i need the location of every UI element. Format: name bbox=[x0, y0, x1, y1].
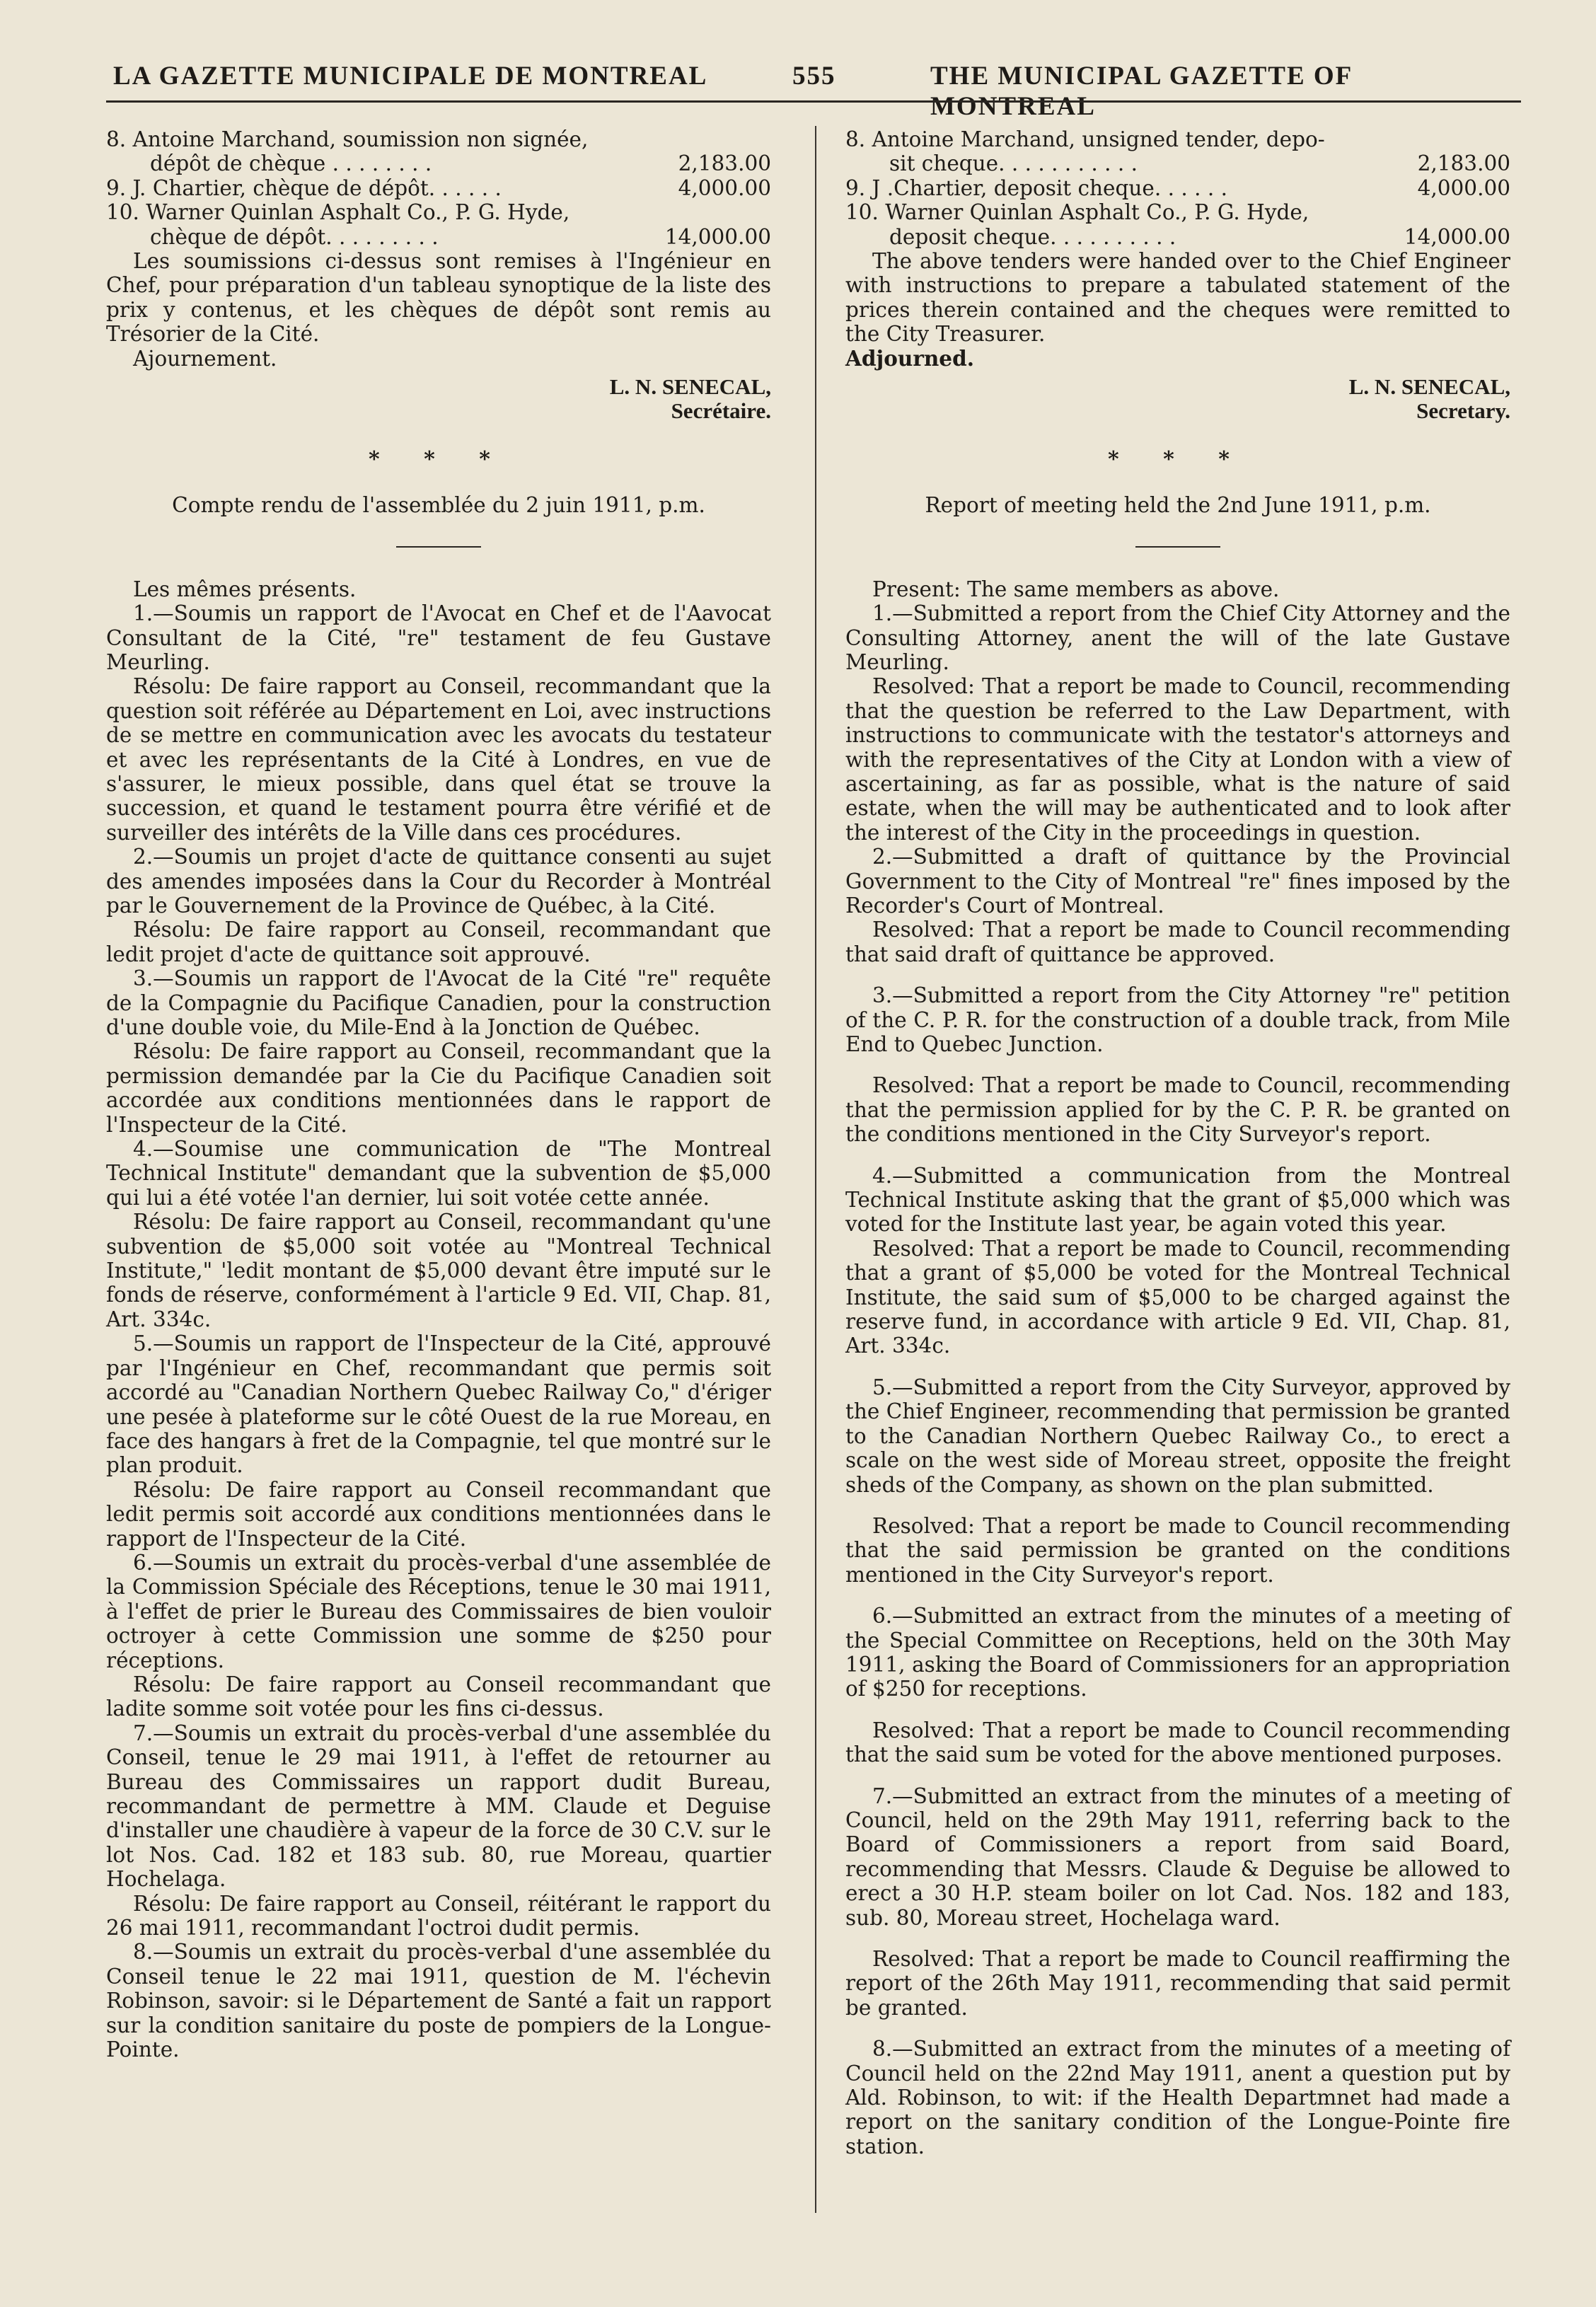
paragraph: Resolved: That a report be made to Council recommending that said draft of quittance be approved. bbox=[845, 918, 1510, 966]
paragraph: 8.—Soumis un extrait du procès-verbal d'une assemblée du Conseil tenue le 22 mai 1911, question de M. l'échevin Robinson, savoir: si le Département de Santé a fait un rapport sur la condition sanitaire du poste de pompiers de la Longue-Pointe. bbox=[106, 1940, 771, 2062]
paragraph: Résolu: De faire rapport au Conseil, recommandant que la permission demandée par la Cie du Pacifique Canadien soit accordée aux conditions mentionnées dans le rapport de l'Inspecteur de la Cité. bbox=[106, 1039, 771, 1137]
tender-entry: 9. J. Chartier, chèque de dépôt. . . . . . 4,000.00 bbox=[106, 175, 771, 200]
signature-name: L. N. SENECAL, bbox=[1348, 374, 1510, 400]
paragraph: Résolu: De faire rapport au Conseil, réitérant le rapport du 26 mai 1911, recommandant l'octroi dudit permis. bbox=[106, 1891, 771, 1941]
english-column bbox=[845, 127, 1510, 2158]
paragraph: 3.—Submitted a report from the City Attorney "re" petition of the C. P. R. for the construction of a double track, from Mile End to Quebec Junction. bbox=[845, 983, 1510, 1056]
paragraph: 5.—Submitted a report from the City Surveyor, approved by the Chief Engineer, recommending that permission be granted to the Canadian Northern Quebec Railway Co., to erect a scale on the west side of Moreau street, opposite the freight sheds of the Company, as shown on the plan submitted. bbox=[845, 1375, 1510, 1497]
paragraph: 4.—Soumise une communication de "The Montreal Technical Institute" demandant que la subvention de $5,000 qui lui a été votée l'an dernier, lui soit votée cette année. bbox=[106, 1137, 771, 1210]
french-column bbox=[106, 127, 771, 2062]
page-header bbox=[106, 61, 1521, 121]
present-text: Les mêmes présents. bbox=[133, 577, 357, 601]
header-english-title: THE MUNICIPAL GAZETTE OF MONTREAL bbox=[930, 62, 1352, 121]
paragraph: 6.—Submitted an extract from the minutes of a meeting of the Special Committee on Receptions, held on the 30th May 1911, asking the Board of Commissioners for an appropriation of $250 for receptions. bbox=[845, 1604, 1510, 1701]
tender-entry: chèque de dépôt. . . . . . . . . 14,000.00 bbox=[150, 224, 771, 249]
short-rule bbox=[396, 546, 481, 548]
paragraph: Résolu: De faire rapport au Conseil, recommandant que la question soit référée au Département en Loi, avec instructions de se mettre en communication avec les avocats du testateur et avec les représentants de la Cité à Londres, en vue de s'assurer, le mieux possible, dans quel état se trouve la succession, et quand le testament pourra être vérifié et de surveiller des intérêts de la Ville dans ces procédures. bbox=[106, 674, 771, 845]
paragraph: Resolved: That a report be made to Council, recommending that a grant of $5,000 be voted for the Montreal Technical Institute, the said sum of $5,000 to be charged against the reserve fund, in accordance with article 9 Ed. VII, Chap. 81, Art. 334c. bbox=[845, 1236, 1510, 1358]
adjourned-text: Ajournement. bbox=[133, 346, 277, 371]
paragraph: Resolved: That a report be made to Council reaffirming the report of the 26th May 1911, recommending that said permit be granted. bbox=[845, 1947, 1510, 2020]
tender-entry: deposit cheque. . . . . . . . . . 14,000.00 bbox=[889, 224, 1510, 249]
column-divider bbox=[815, 126, 816, 2213]
paragraph: Resolved: That a report be made to Council, recommending that the permission applied for by the C. P. R. be granted on the conditions mentioned in the City Surveyor's report. bbox=[845, 1073, 1510, 1147]
paragraph: 2.—Submitted a draft of quittance by the Provincial Government to the City of Montreal "re" fines imposed by the Recorder's Court of Montreal. bbox=[845, 845, 1510, 918]
report-title: Report of meeting held the 2nd June 1911, p.m. bbox=[925, 493, 1431, 518]
section-stars: * * * bbox=[1108, 446, 1248, 472]
paragraph: 7.—Submitted an extract from the minutes of a meeting of Council, held on the 29th May 1911, referring back to the Board of Commissioners a report from said Board, recommending that Messrs. Claude & Deguise be allowed to erect a 30 H.P. steam boiler on lot Cad. Nos. 182 and 183, sub. 80, Moreau street, Hochelaga ward. bbox=[845, 1783, 1510, 1930]
paragraph: 5.—Soumis un rapport de l'Inspecteur de la Cité, approuvé par l'Ingénieur en Chef, recommandant que permis soit accordé au "Canadian Northern Quebec Railway Co," d'ériger une pesée à plateforme sur le côté Ouest de la rue Moreau, en face des hangars à fret de la Compagnie, tel que montré sur le plan produit. bbox=[106, 1331, 771, 1478]
tender-note: The above tenders were handed over to the Chief Engineer with instructions to prepare a tabulated statement of the prices therein contained and the cheques were remitted to the City Treasurer. bbox=[845, 249, 1510, 347]
paragraph: Résolu: De faire rapport au Conseil, recommandant qu'une subvention de $5,000 soit votée au "Montreal Technical Institute," 'ledit montant de $5,000 devant être imputé sur le fonds de réserve, conformément à l'article 9 Ed. VII, Chap. 81, Art. 334c. bbox=[106, 1210, 771, 1331]
paragraph: Resolved: That a report be made to Council, recommending that the question be referred to the Law Department, with instructions to communicate with the testator's attorneys and with the representatives of the City at London with a view of ascertaining, as far as possible, what is the nature of said estate, when the will may be authenticated and to look after the interest of the City in the proceedings in question. bbox=[845, 674, 1510, 845]
section-stars: * * * bbox=[369, 446, 509, 472]
header-rule bbox=[106, 100, 1521, 103]
paragraph: 1.—Soumis un rapport de l'Avocat en Chef et de l'Aavocat Consultant de la Cité, "re" testament de feu Gustave Meurling. bbox=[106, 601, 771, 674]
paragraph: 7.—Soumis un extrait du procès-verbal d'une assemblée du Conseil, tenue le 29 mai 1911, à l'effet de retourner au Bureau des Commissaires un rapport dudit Bureau, recommandant de permettre à MM. Claude et Deguise d'installer une chaudière à vapeur de la force de 30 C.V. sur le lot Nos. Cad. 182 et 183 sub. 80, rue Moreau, quartier Hochelaga. bbox=[106, 1721, 771, 1892]
header-french-title: LA GAZETTE MUNICIPALE DE MONTREAL bbox=[113, 62, 708, 91]
paragraph: Résolu: De faire rapport au Conseil, recommandant que ledit projet d'acte de quittance soit approuvé. bbox=[106, 918, 771, 966]
paragraph: Résolu: De faire rapport au Conseil recommandant que ladite somme soit votée pour les fins ci-dessus. bbox=[106, 1672, 771, 1721]
adjourned-text: Adjourned. bbox=[845, 345, 974, 371]
paragraph: Resolved: That a report be made to Council recommending that the said sum be voted for the above mentioned purposes. bbox=[845, 1718, 1510, 1767]
paragraph: Résolu: De faire rapport au Conseil recommandant que ledit permis soit accordé aux conditions mentionnées dans le rapport de l'Inspecteur de la Cité. bbox=[106, 1477, 771, 1551]
report-title: Compte rendu de l'assemblée du 2 juin 1911, p.m. bbox=[172, 493, 705, 518]
paragraph: 4.—Submitted a communication from the Montreal Technical Institute asking that the grant of $5,000 which was voted for the Institute last year, be again voted this year. bbox=[845, 1163, 1510, 1237]
signature-title: Secrétaire. bbox=[671, 398, 771, 424]
present-text: Present: The same members as above. bbox=[872, 577, 1280, 601]
paragraph: 1.—Submitted a report from the Chief City Attorney and the Consulting Attorney, anent the will of the late Gustave Meurling. bbox=[845, 601, 1510, 674]
paragraph: 3.—Soumis un rapport de l'Avocat de la Cité "re" requête de la Compagnie du Pacifique Canadien, pour la construction d'une double voie, du Mile-End à la Jonction de Québec. bbox=[106, 966, 771, 1039]
signature-name: L. N. SENECAL, bbox=[609, 374, 771, 400]
tender-entry: 9. J .Chartier, deposit cheque. . . . . . 4,000.00 bbox=[845, 175, 1510, 200]
tender-entry: 10. Warner Quinlan Asphalt Co., P. G. Hyde, bbox=[845, 200, 1309, 225]
tender-entry: dépôt de chèque . . . . . . . . 2,183.00 bbox=[150, 151, 771, 176]
tender-entry: 8. Antoine Marchand, soumission non signée, bbox=[106, 127, 589, 151]
signature-title: Secretary. bbox=[1416, 398, 1510, 424]
tender-entry: 8. Antoine Marchand, unsigned tender, depo- bbox=[845, 127, 1325, 151]
paragraph: Resolved: That a report be made to Council recommending that the said permission be granted on the conditions mentioned in the City Surveyor's report. bbox=[845, 1513, 1510, 1587]
paragraph: 8.—Submitted an extract from the minutes of a meeting of Council held on the 22nd May 1911, anent a question put by Ald. Robinson, to wit: if the Health Departmnet had made a report on the sanitary condition of the Longue-Pointe fire station. bbox=[845, 2037, 1510, 2158]
tender-note: Les soumissions ci-dessus sont remises à l'Ingénieur en Chef, pour préparation d'un tableau synoptique de la liste des prix y contenus, et les chèques de dépôt sont remis au Trésorier de la Cité. bbox=[106, 249, 771, 347]
tender-entry: sit cheque. . . . . . . . . . . 2,183.00 bbox=[889, 151, 1510, 176]
tender-entry: 10. Warner Quinlan Asphalt Co., P. G. Hyde, bbox=[106, 200, 570, 225]
paragraph: 6.—Soumis un extrait du procès-verbal d'une assemblée de la Commission Spéciale des Réceptions, tenue le 30 mai 1911, à l'effet de prier le Bureau des Commissaires de bien vouloir octroyer à cette Commission une somme de $250 pour réceptions. bbox=[106, 1550, 771, 1672]
page-number: 555 bbox=[792, 62, 836, 91]
paragraph: 2.—Soumis un projet d'acte de quittance consenti au sujet des amendes imposées dans la Cour du Recorder à Montréal par le Gouvernement de la Province de Québec, à la Cité. bbox=[106, 845, 771, 918]
short-rule bbox=[1135, 546, 1220, 548]
